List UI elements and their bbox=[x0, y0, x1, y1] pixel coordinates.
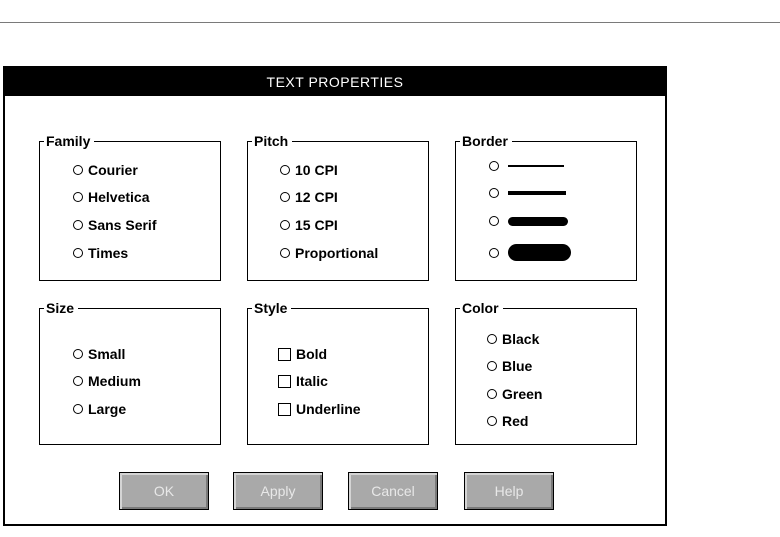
option-label: Times bbox=[88, 245, 129, 261]
radio-button[interactable] bbox=[280, 165, 290, 175]
option-label: 12 CPI bbox=[295, 189, 338, 205]
radio-button[interactable] bbox=[73, 349, 83, 359]
thick-line-swatch bbox=[508, 217, 568, 226]
color-group bbox=[455, 300, 637, 445]
style-group bbox=[247, 300, 429, 445]
style-group-label: Style bbox=[252, 299, 291, 317]
border-group-label: Border bbox=[460, 132, 512, 150]
radio-button[interactable] bbox=[73, 376, 83, 386]
option-label: Sans Serif bbox=[88, 217, 157, 233]
ok-button[interactable]: OK bbox=[119, 472, 209, 510]
border-group bbox=[455, 133, 637, 281]
checkbox[interactable] bbox=[278, 375, 291, 388]
radio-button[interactable] bbox=[489, 161, 499, 171]
style-option-underline[interactable] bbox=[278, 400, 361, 418]
option-label: Italic bbox=[296, 373, 328, 389]
size-group-label: Size bbox=[44, 299, 78, 317]
option-label: Blue bbox=[502, 358, 533, 374]
color-option-blue[interactable] bbox=[487, 357, 532, 375]
radio-button[interactable] bbox=[73, 220, 83, 230]
option-label: Medium bbox=[88, 373, 141, 389]
radio-button[interactable] bbox=[73, 165, 83, 175]
radio-button[interactable] bbox=[280, 220, 290, 230]
help-button[interactable]: Help bbox=[464, 472, 554, 510]
radio-button[interactable] bbox=[489, 188, 499, 198]
border-option-thick[interactable] bbox=[489, 216, 568, 226]
border-option-extra-thick[interactable] bbox=[489, 244, 571, 261]
radio-button[interactable] bbox=[487, 361, 497, 371]
style-option-italic[interactable] bbox=[278, 372, 328, 390]
option-label: Helvetica bbox=[88, 189, 150, 205]
radio-button[interactable] bbox=[280, 192, 290, 202]
border-option-thin[interactable] bbox=[489, 161, 564, 171]
option-label: Bold bbox=[296, 346, 328, 362]
pitch-option-12cpi[interactable] bbox=[280, 188, 338, 206]
color-group-label: Color bbox=[460, 299, 503, 317]
color-option-green[interactable] bbox=[487, 385, 542, 403]
pitch-group bbox=[247, 133, 429, 281]
color-option-black[interactable] bbox=[487, 330, 539, 348]
size-option-large[interactable] bbox=[73, 400, 126, 418]
size-option-small[interactable] bbox=[73, 345, 125, 363]
option-label: Red bbox=[502, 413, 529, 429]
family-option-courier[interactable] bbox=[73, 161, 138, 179]
text-properties-dialog bbox=[3, 66, 667, 526]
option-label: Proportional bbox=[295, 245, 379, 261]
family-option-helvetica[interactable] bbox=[73, 188, 149, 206]
dialog-title: TEXT PROPERTIES bbox=[5, 68, 665, 96]
family-group bbox=[39, 133, 221, 281]
option-label: Large bbox=[88, 401, 127, 417]
radio-button[interactable] bbox=[489, 248, 499, 258]
pitch-option-10cpi[interactable] bbox=[280, 161, 338, 179]
family-option-sans-serif[interactable] bbox=[73, 216, 156, 234]
extra-thick-line-swatch bbox=[508, 244, 571, 261]
checkbox[interactable] bbox=[278, 403, 291, 416]
radio-button[interactable] bbox=[73, 404, 83, 414]
checkbox[interactable] bbox=[278, 348, 291, 361]
medium-line-swatch bbox=[508, 191, 566, 195]
radio-button[interactable] bbox=[73, 248, 83, 258]
cancel-button[interactable]: Cancel bbox=[348, 472, 438, 510]
pitch-option-proportional[interactable] bbox=[280, 244, 378, 262]
option-label: Black bbox=[502, 331, 540, 347]
option-label: Underline bbox=[296, 401, 361, 417]
radio-button[interactable] bbox=[487, 416, 497, 426]
border-option-medium[interactable] bbox=[489, 188, 566, 198]
radio-button[interactable] bbox=[487, 389, 497, 399]
top-divider bbox=[0, 22, 780, 23]
option-label: Small bbox=[88, 346, 126, 362]
radio-button[interactable] bbox=[280, 248, 290, 258]
family-group-label: Family bbox=[44, 132, 94, 150]
family-option-times[interactable] bbox=[73, 244, 128, 262]
color-option-red[interactable] bbox=[487, 412, 528, 430]
style-option-bold[interactable] bbox=[278, 345, 327, 363]
size-option-medium[interactable] bbox=[73, 372, 141, 390]
pitch-group-label: Pitch bbox=[252, 132, 292, 150]
radio-button[interactable] bbox=[489, 216, 499, 226]
apply-button[interactable]: Apply bbox=[233, 472, 323, 510]
option-label: Green bbox=[502, 386, 543, 402]
size-group bbox=[39, 300, 221, 445]
pitch-option-15cpi[interactable] bbox=[280, 216, 338, 234]
radio-button[interactable] bbox=[487, 334, 497, 344]
option-label: 10 CPI bbox=[295, 162, 338, 178]
radio-button[interactable] bbox=[73, 192, 83, 202]
thin-line-swatch bbox=[508, 165, 564, 167]
option-label: Courier bbox=[88, 162, 138, 178]
option-label: 15 CPI bbox=[295, 217, 338, 233]
